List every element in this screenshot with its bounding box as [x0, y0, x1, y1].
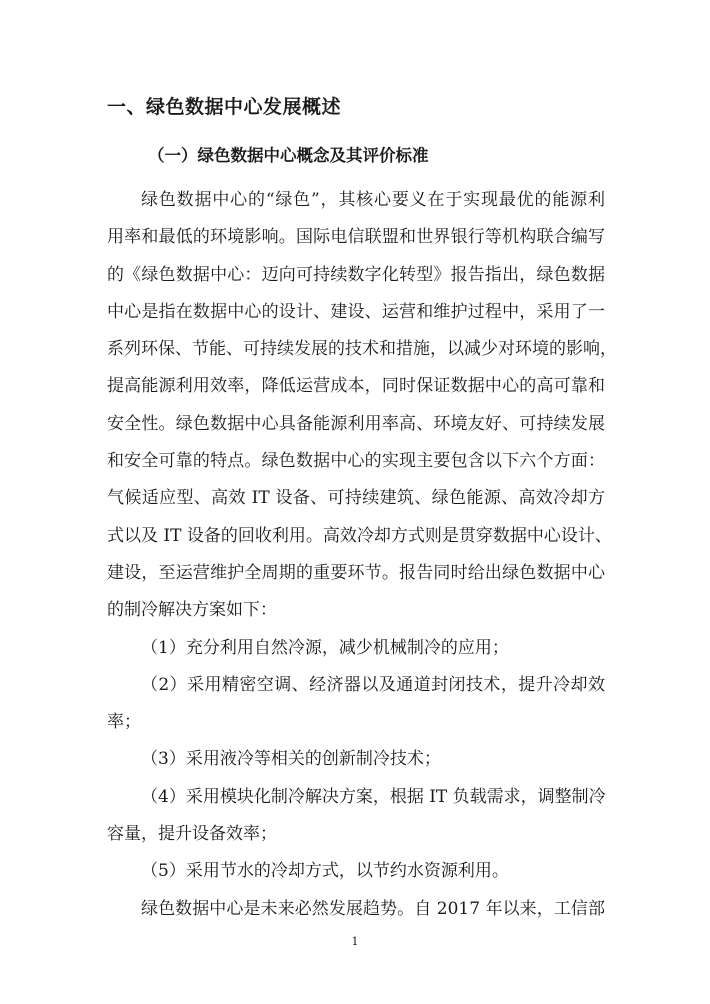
list-item: （3）采用液冷等相关的创新制冷技术； [141, 749, 441, 770]
list-item-continuation: 率； [107, 712, 141, 733]
paragraph-line: 和安全可靠的特点。绿色数据中心的实现主要包含以下六个方面： [107, 451, 605, 472]
paragraph-line: 的《绿色数据中心：迈向可持续数字化转型》报告指出，绿色数据 [107, 264, 605, 285]
list-item: （1）充分利用自然冷源，减少机械制冷的应用； [141, 637, 509, 658]
subsection-heading: （一）绿色数据中心概念及其评价标准 [148, 146, 429, 165]
list-item-continuation: 容量，提升设备效率； [107, 824, 277, 845]
paragraph-line: 系列环保、节能、可持续发展的技术和措施，以减少对环境的影响， [107, 339, 617, 360]
paragraph-line: 中心是指在数据中心的设计、建设、运营和维护过程中，采用了一 [107, 301, 605, 322]
list-item: （4）采用模块化制冷解决方案，根据 IT 负载需求，调整制冷 [141, 786, 606, 807]
list-item: （5）采用节水的冷却方式，以节约水资源利用。 [141, 861, 509, 882]
paragraph-line: 的制冷解决方案如下： [107, 600, 277, 621]
body-text [107, 182, 617, 928]
paragraph-line: 安全性。绿色数据中心具备能源利用率高、环境友好、可持续发展 [107, 413, 605, 434]
paragraph-line: 气候适应型、高效 IT 设备、可持续建筑、绿色能源、高效冷却方 [107, 488, 605, 509]
paragraph-line: 绿色数据中心的“绿色”，其核心要义在于实现最优的能源利 [141, 190, 605, 210]
paragraph-line: 建设，至运营维护全周期的重要环节。报告同时给出绿色数据中心 [107, 562, 605, 583]
paragraph-line: 提高能源利用效率，降低运营成本，同时保证数据中心的高可靠和 [107, 376, 605, 397]
paragraph-line: 绿色数据中心是未来必然发展趋势。自 2017 年以来，工信部 [141, 898, 605, 919]
list-item: （2）采用精密空调、经济器以及通道封闭技术，提升冷却效 [141, 674, 605, 695]
section-heading: 一、绿色数据中心发展概述 [107, 96, 342, 118]
paragraph-line: 用率和最低的环境影响。国际电信联盟和世界银行等机构联合编写 [107, 227, 605, 248]
page-number: 1 [351, 935, 359, 948]
paragraph-line: 式以及 IT 设备的回收利用。高效冷却方式则是贯穿数据中心设计、 [107, 525, 612, 546]
